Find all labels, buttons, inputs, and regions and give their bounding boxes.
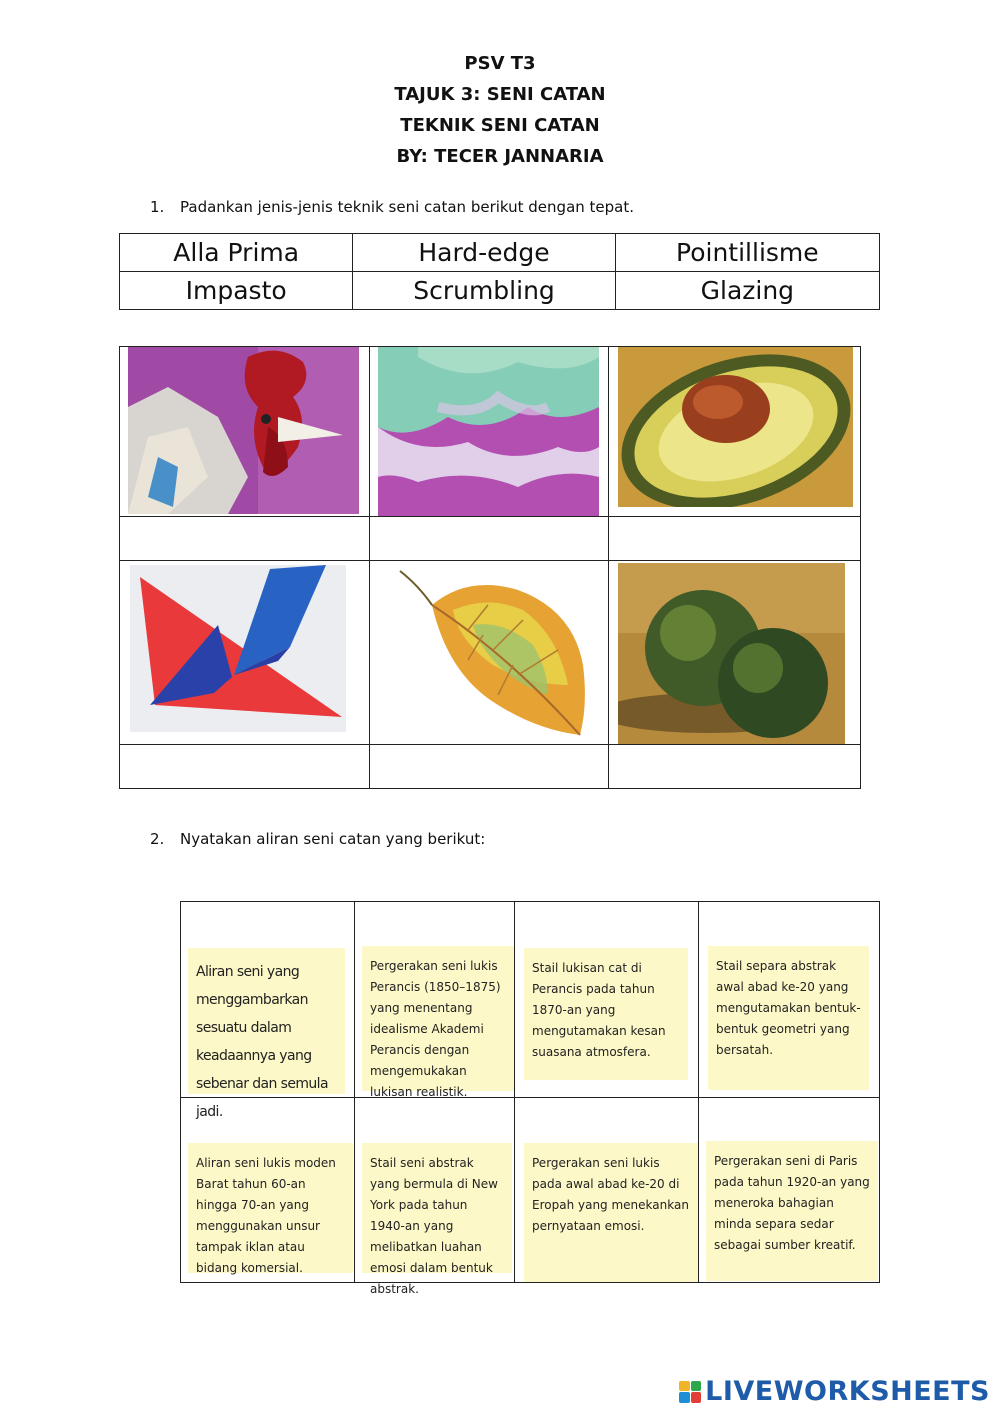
description-card: Stail seni abstrak yang bermula di New York pada tahun 1940-an yang melibatkan luahan emosi dalam bentuk abstrak. xyxy=(362,1143,512,1273)
grid-divider xyxy=(354,902,355,1282)
liveworksheets-logo xyxy=(679,1376,990,1407)
technique-draggable[interactable]: Glazing xyxy=(615,272,879,310)
question-1-text: Padankan jenis-jenis teknik seni catan berikut dengan tepat. xyxy=(180,198,635,216)
answer-box[interactable] xyxy=(515,1098,698,1142)
description-card: Stail lukisan cat di Perancis pada tahun 1870-an yang mengutamakan kesan suasana atmosfera. xyxy=(524,948,688,1080)
table-row xyxy=(120,272,880,310)
description-card: Pergerakan seni lukis Perancis (1850–1875) yang menentang idealisme Akademi Perancis dengan mengemukakan lukisan realistik. xyxy=(362,946,514,1091)
rooster-painting-image xyxy=(128,347,359,514)
worksheet-header xyxy=(0,48,1000,172)
technique-draggable[interactable]: Impasto xyxy=(120,272,353,310)
answer-box[interactable] xyxy=(370,745,608,788)
avocado-painting-image xyxy=(618,347,853,507)
technique-draggable[interactable]: Scrumbling xyxy=(353,272,615,310)
answer-box[interactable] xyxy=(609,745,860,788)
grid-divider xyxy=(608,347,609,788)
answer-box[interactable] xyxy=(120,745,369,788)
description-card: Pergerakan seni di Paris pada tahun 1920-an yang meneroka bahagian minda separa sedar sebagai sumber kreatif. xyxy=(706,1141,878,1281)
grid-divider xyxy=(369,347,370,788)
description-card: Aliran seni lukis moden Barat tahun 60-an hingga 70-an yang menggunakan unsur tampak iklan atau bidang komersial. xyxy=(188,1143,353,1273)
liveworksheets-brand: LIVEWORKSHEETS xyxy=(705,1376,990,1407)
question-1-number: 1. xyxy=(150,198,165,216)
hard-edge-painting-image xyxy=(130,565,346,732)
header-line-2: TAJUK 3: SENI CATAN xyxy=(394,84,606,105)
question-2-text: Nyatakan aliran seni catan yang berikut: xyxy=(180,830,486,848)
answer-box[interactable] xyxy=(699,902,879,946)
grid-divider xyxy=(698,902,699,1282)
grid-divider xyxy=(514,902,515,1282)
grid-divider xyxy=(120,560,860,561)
answer-box[interactable] xyxy=(370,517,608,560)
question-2-number: 2. xyxy=(150,830,165,848)
painting-grid xyxy=(119,346,861,789)
art-movement-grid xyxy=(180,901,880,1296)
technique-draggable[interactable]: Alla Prima xyxy=(120,234,353,272)
liveworksheets-icon xyxy=(679,1381,701,1403)
description-card: Stail separa abstrak awal abad ke-20 yang mengutamakan bentuk-bentuk geometri yang bersatah. xyxy=(708,946,869,1090)
answer-box[interactable] xyxy=(355,902,514,946)
description-card: Pergerakan seni lukis pada awal abad ke-20 di Eropah yang menekankan pernyataan emosi. xyxy=(524,1143,698,1282)
header-line-3: TEKNIK SENI CATAN xyxy=(400,115,600,136)
technique-draggable[interactable]: Hard-edge xyxy=(353,234,615,272)
description-card: Aliran seni yang menggambarkan sesuatu dalam keadaannya yang sebenar dan semula jadi. xyxy=(188,948,345,1094)
question-1 xyxy=(150,198,634,216)
table-row xyxy=(120,234,880,272)
apples-glazing-image xyxy=(618,563,845,744)
leaf-pointillism-image xyxy=(398,565,590,740)
answer-box[interactable] xyxy=(515,902,698,946)
answer-box[interactable] xyxy=(609,517,860,560)
answer-box[interactable] xyxy=(355,1098,514,1142)
answer-box[interactable] xyxy=(699,1098,879,1142)
technique-draggable[interactable]: Pointillisme xyxy=(615,234,879,272)
question-2 xyxy=(150,830,485,848)
answer-box[interactable] xyxy=(120,517,369,560)
techniques-table xyxy=(119,233,880,310)
header-line-1: PSV T3 xyxy=(464,53,536,74)
answer-box[interactable] xyxy=(181,902,354,946)
header-line-4: BY: TECER JANNARIA xyxy=(396,146,604,167)
scrumbling-painting-image xyxy=(378,347,599,516)
